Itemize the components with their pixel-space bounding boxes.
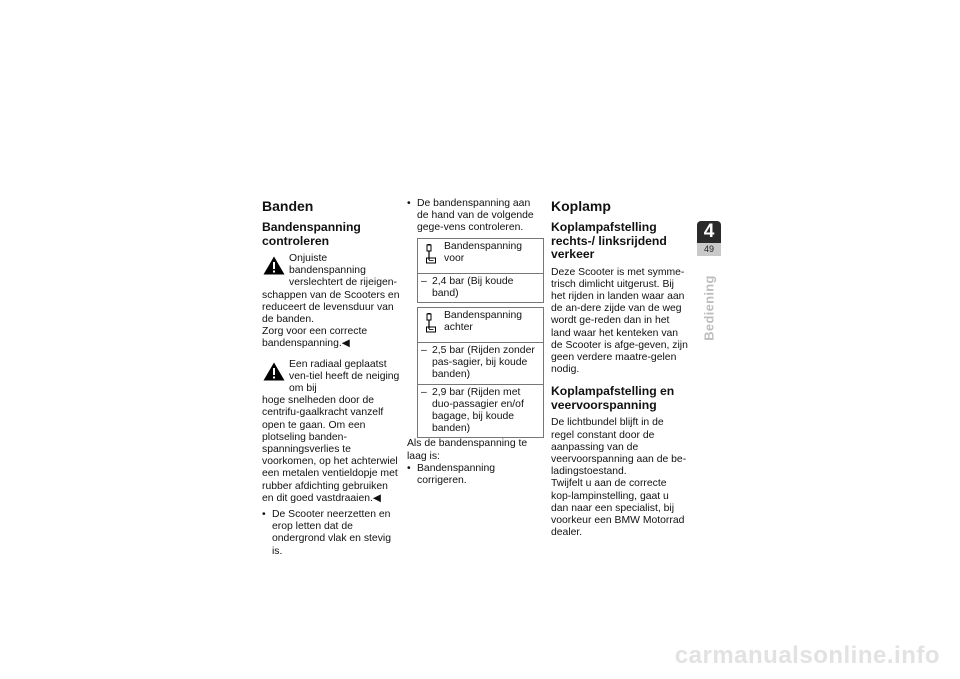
- warning-block-1: [262, 253, 402, 290]
- spec-row-front-1: 2,4 bar (Bij koude band): [432, 275, 514, 299]
- bullet-icon: •: [407, 198, 411, 209]
- warning2-rest-text: hoge snelheden door de centrifu-gaalkracht vanzelf open te gaan. Om een plotseling banden-spanningsverlies te voorkomen, op het achterwiel een metalen ventieldopje met rubber afdichting gebruiken en dit goed vastdraaien.◀: [262, 395, 398, 504]
- koplamp-paragraph-2a: De lichtbundel blijft in de regel constant door de aanpassing van de veervoorspanning aan de be-ladingstoestand.: [551, 417, 687, 478]
- bullet-text: De bandenspanning aan de hand van de volgende gege-vens controleren.: [417, 198, 534, 234]
- spec-box-rear: [417, 307, 544, 438]
- warning2-lead-text: Een radiaal geplaatst ven-tiel heeft de neiging om bij: [289, 358, 400, 395]
- warning1-rest-text: schappen van de Scooters en reduceert de levensduur van de banden.: [262, 289, 400, 326]
- tire-gauge-icon: [426, 243, 438, 265]
- spec-header-front: Bandenspanning voor: [444, 240, 523, 264]
- column-koplamp: [551, 198, 689, 539]
- bullet-icon: •: [407, 462, 411, 474]
- page-number: 49: [697, 243, 721, 256]
- column-tyre-pressure: [407, 198, 544, 487]
- spec-row-rear-1: 2,5 bar (Rijden zonder pas-sagier, bij koude banden): [432, 345, 535, 381]
- column-banden: [262, 198, 402, 558]
- low-pressure-text: Als de bandenspanning te laag is:: [407, 438, 528, 462]
- spec-row: – 2,9 bar (Rijden met duo-passagier en/of bagage, bij koude banden): [418, 384, 543, 438]
- warning1-lead-text: Onjuiste bandenspanning verslechtert de rijeigen-: [289, 253, 397, 289]
- warning1-extra-text: Zorg voor een correcte bandenspanning.◀: [262, 326, 368, 350]
- warning-block-2: [262, 359, 402, 396]
- subsection-title-veervoorspanning: Koplampafstelling en veervoorspanning: [551, 384, 675, 412]
- spec-box-header: [418, 308, 543, 343]
- chapter-side-label: Bediening: [701, 275, 717, 341]
- koplamp-paragraph-2b: Twijfelt u aan de correcte kop-lampinstelling, gaat u dan naar een specialist, bij voorkeur een BMW Motorrad dealer.: [551, 478, 685, 539]
- spec-row: – 2,4 bar (Bij koude band): [421, 275, 514, 299]
- list-item: [407, 463, 544, 487]
- subsection-title-bandenspanning: Bandenspanning controleren: [262, 220, 361, 248]
- watermark: carmanualsonline.info: [674, 642, 940, 669]
- subsection-title-koplampafstelling: Koplampafstelling rechts-/ linksrijdend verkeer: [551, 220, 667, 261]
- warning-triangle-icon: [263, 362, 285, 381]
- list-item: [407, 198, 544, 235]
- bullet-icon: •: [262, 509, 266, 521]
- warning-triangle-icon: [263, 256, 285, 275]
- koplamp-paragraph-1: Deze Scooter is met symme-trisch dimlicht uitgerust. Bij het rijden in landen waar aan de an-dere zijde van de weg wordt ge-reden dan in het land waar het kenteken van de Scooter is afge-geven, zijn geen verdere maatre-gelen nodig.: [551, 266, 688, 376]
- spec-box-header: [418, 239, 543, 274]
- chapter-number-tab: 4: [697, 221, 721, 243]
- spec-row: – 2,5 bar (Rijden zonder pas-sagier, bij koude banden): [421, 345, 535, 381]
- spec-header-rear: Bandenspanning achter: [444, 310, 523, 334]
- tire-gauge-icon: [426, 312, 438, 334]
- spec-box-front: [417, 238, 544, 303]
- section-title-banden: Banden: [262, 198, 314, 214]
- list-item: [262, 509, 402, 558]
- bullet-text: De Scooter neerzetten en erop letten dat de ondergrond vlak en stevig is.: [272, 509, 391, 557]
- bullet-text: Bandenspanning corrigeren.: [417, 462, 496, 487]
- section-title-koplamp: Koplamp: [551, 198, 611, 214]
- spec-row-rear-2: 2,9 bar (Rijden met duo-passagier en/of bagage, bij koude banden): [432, 386, 524, 435]
